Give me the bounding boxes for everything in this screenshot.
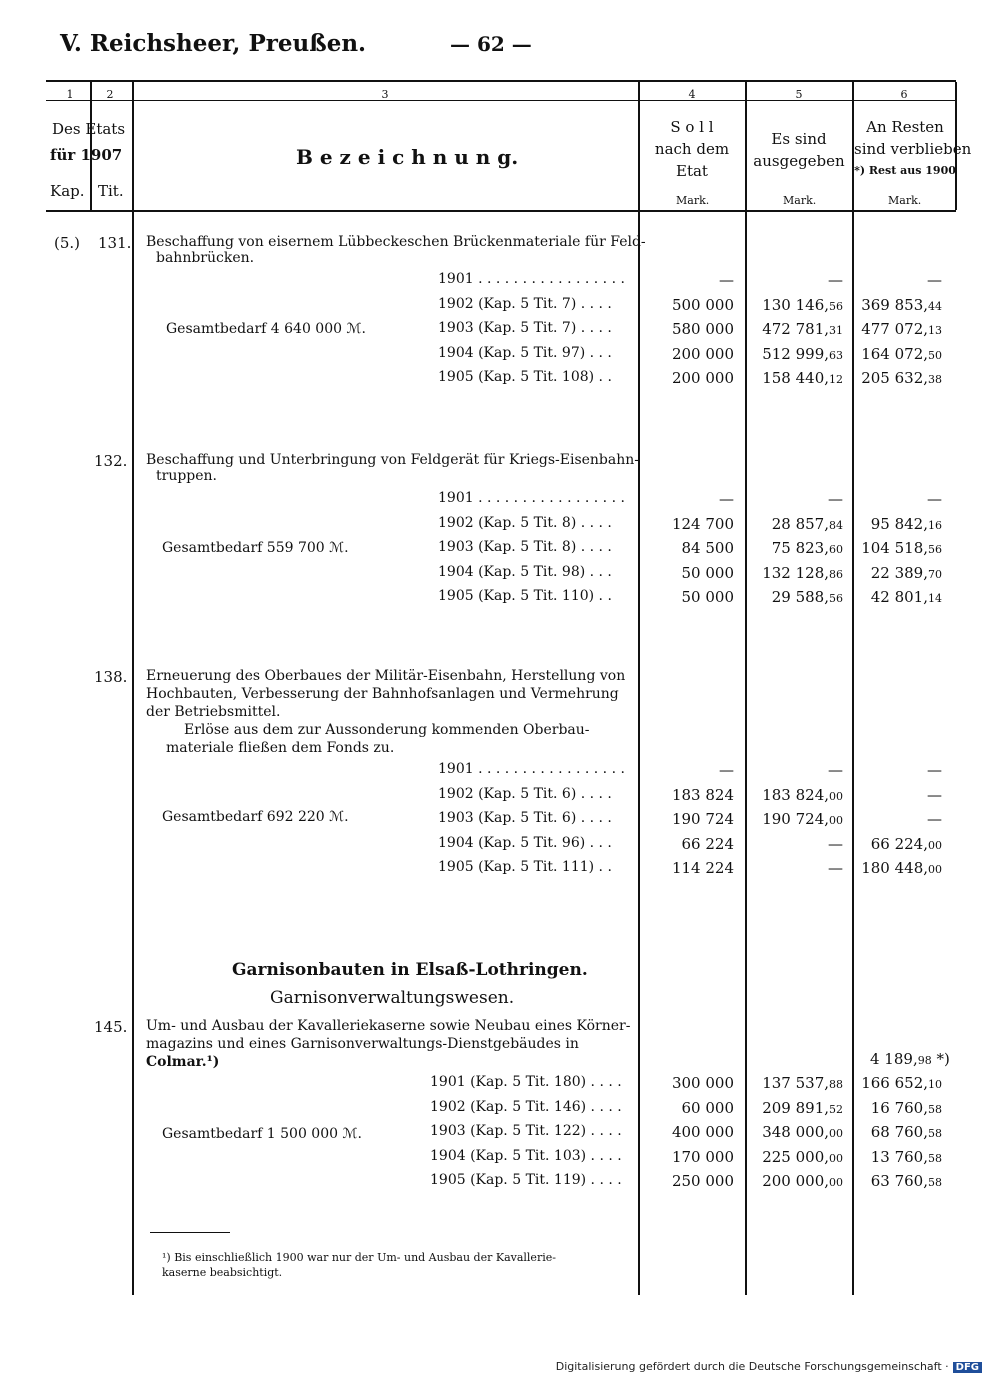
section-note: materiale fließen dem Fonds zu. — [166, 740, 395, 756]
column-divider-5 — [852, 82, 854, 1295]
row-year: 1903 (Kap. 5 Tit. 122) . . . . — [430, 1123, 622, 1139]
rest-value: 95 842,16 — [870, 514, 942, 533]
tit-number: 132. — [94, 452, 128, 470]
soll-value: 60 000 — [681, 1098, 734, 1117]
gesamtbedarf: Gesamtbedarf 4 640 000 ℳ. — [166, 321, 366, 337]
row-year: 1904 (Kap. 5 Tit. 103) . . . . — [430, 1147, 622, 1164]
rest-value: — — [927, 761, 942, 779]
ausgegeben-value: — — [828, 490, 843, 508]
rest-value: 22 389,70 — [870, 563, 942, 582]
row-year: 1905 (Kap. 5 Tit. 108) . . — [438, 369, 612, 385]
rest-value: 104 518,56 — [861, 539, 942, 557]
rest-value: 477 072,13 — [861, 320, 942, 338]
rest-value: 63 760,58 — [870, 1172, 942, 1190]
row-year: 1904 (Kap. 5 Tit. 98) . . . — [438, 563, 612, 580]
row-year: 1903 (Kap. 5 Tit. 7) . . . . — [438, 320, 612, 336]
column-number-3: 3 — [381, 88, 389, 101]
row-year: 1905 (Kap. 5 Tit. 111) . . — [438, 859, 612, 875]
section-heading: Garnisonbauten in Elsaß-Lothringen. — [232, 960, 588, 980]
row-year: 1905 (Kap. 5 Tit. 110) . . — [438, 588, 612, 604]
soll-value: 500 000 — [671, 295, 734, 314]
header-ausgegeben: Es sind ausgegeben — [753, 130, 845, 170]
row-year: 1901 . . . . . . . . . . . . . . . . . — [438, 490, 625, 506]
ausgegeben-value: 29 588,56 — [771, 588, 843, 606]
kap-number: (5.) — [54, 234, 81, 252]
section-description: Beschaffung von eisernem Lübbeckeschen Brückenmateriale für Feld- — [146, 234, 646, 250]
gesamtbedarf: Gesamtbedarf 1 500 000 ℳ. — [162, 1126, 362, 1142]
page-number: — 62 — — [450, 32, 532, 56]
rest-value: 369 853,44 — [861, 295, 942, 314]
section-description-place: Colmar.¹) — [146, 1054, 220, 1070]
mark-unit-6: Mark. — [888, 194, 922, 207]
rest-value: — — [927, 490, 942, 508]
ausgegeben-value: 190 724,00 — [762, 810, 843, 828]
soll-value: 580 000 — [671, 320, 734, 338]
section-description: der Betriebsmittel. — [146, 704, 281, 720]
soll-value: 200 000 — [671, 369, 734, 387]
ausgegeben-value: 158 440,12 — [762, 369, 843, 387]
soll-value: 250 000 — [671, 1172, 734, 1190]
rest-value: — — [927, 785, 942, 804]
soll-value: 50 000 — [681, 588, 734, 606]
header-kap: Kap. — [50, 182, 85, 200]
row-year: 1902 (Kap. 5 Tit. 6) . . . . — [438, 785, 612, 802]
table-top-rule — [46, 80, 956, 82]
digitization-credit: Digitalisierung gefördert durch die Deutsche Forschungsgemeinschaft · DFG — [556, 1360, 982, 1373]
soll-value: 200 000 — [671, 344, 734, 363]
header-year: für 1907 — [50, 146, 123, 164]
soll-value: 124 700 — [671, 514, 734, 533]
tit-number: 145. — [94, 1018, 128, 1036]
row-year: 1904 (Kap. 5 Tit. 96) . . . — [438, 834, 612, 851]
column-number-6: 6 — [900, 88, 908, 101]
section-description: Um- und Ausbau der Kavalleriekaserne sowie Neubau eines Körner- — [146, 1018, 631, 1034]
section-description: Beschaffung und Unterbringung von Feldgerät für Kriegs-Eisenbahn- — [146, 452, 640, 468]
rest-value: 164 072,50 — [861, 344, 942, 363]
header-soll: S o l l nach dem Etat — [654, 118, 730, 180]
column-divider-2 — [132, 82, 134, 1295]
header-etats: Des Etats — [52, 120, 126, 138]
column-divider-4 — [745, 82, 747, 1295]
section-description: truppen. — [156, 468, 218, 484]
ausgegeben-value: 512 999,63 — [762, 344, 843, 363]
ausgegeben-value: 183 824,00 — [762, 785, 843, 804]
section-description: bahnbrücken. — [156, 250, 255, 266]
soll-value: 400 000 — [671, 1123, 734, 1141]
column-number-1: 1 — [66, 88, 74, 101]
soll-value: — — [719, 271, 734, 289]
tit-number: 138. — [94, 668, 128, 686]
soll-value: — — [719, 490, 734, 508]
soll-value: 50 000 — [681, 563, 734, 582]
section-subheading: Garnisonverwaltungswesen. — [270, 988, 515, 1008]
tit-number: 131. — [98, 234, 132, 252]
section-description: Hochbauten, Verbesserung der Bahnhofsanlagen und Vermehrung — [146, 686, 619, 702]
ausgegeben-value: 472 781,31 — [762, 320, 843, 338]
rest-value: 180 448,00 — [861, 859, 942, 877]
soll-value: 190 724 — [671, 810, 734, 828]
rest-value: 13 760,58 — [870, 1147, 942, 1166]
rest-value: 16 760,58 — [870, 1098, 942, 1117]
soll-value: 300 000 — [671, 1074, 734, 1092]
row-year: 1902 (Kap. 5 Tit. 146) . . . . — [430, 1098, 622, 1115]
section-description: Erneuerung des Oberbaues der Militär-Eisenbahn, Herstellung von — [146, 668, 626, 684]
ausgegeben-value: — — [828, 859, 843, 877]
ausgegeben-value: 130 146,56 — [762, 295, 843, 314]
row-year: 1901 . . . . . . . . . . . . . . . . . — [438, 271, 625, 287]
row-year: 1901 (Kap. 5 Tit. 180) . . . . — [430, 1074, 622, 1090]
soll-value: 66 224 — [681, 834, 734, 853]
row-year: 1902 (Kap. 5 Tit. 7) . . . . — [438, 295, 612, 312]
ausgegeben-value: 348 000,00 — [762, 1123, 843, 1141]
ausgegeben-value: 28 857,84 — [771, 514, 843, 533]
rest-value: 166 652,10 — [861, 1074, 942, 1092]
header-tit: Tit. — [98, 182, 124, 200]
rest-value: 42 801,14 — [870, 588, 942, 606]
header-bezeichnung: B e z e i c h n u n g. — [296, 145, 519, 169]
rest-1900: 4 189,98 *) — [870, 1050, 950, 1068]
rest-value: 205 632,38 — [861, 369, 942, 387]
header-reste: An Resten sind verblieben *) Rest aus 1900 — [854, 118, 972, 177]
rest-value: 68 760,58 — [870, 1123, 942, 1141]
section-description: magazins und eines Garnisonverwaltungs-Dienstgebäudes in — [146, 1036, 579, 1052]
column-divider-3 — [638, 82, 640, 1295]
rest-value: 66 224,00 — [870, 834, 942, 853]
row-year: 1903 (Kap. 5 Tit. 6) . . . . — [438, 810, 612, 826]
mark-unit-4: Mark. — [676, 194, 710, 207]
gesamtbedarf: Gesamtbedarf 692 220 ℳ. — [162, 809, 349, 825]
dfg-logo: DFG — [953, 1362, 982, 1373]
footnote-rule — [150, 1232, 230, 1233]
ausgegeben-value: — — [828, 834, 843, 853]
row-year: 1902 (Kap. 5 Tit. 8) . . . . — [438, 514, 612, 531]
ausgegeben-value: 132 128,86 — [762, 563, 843, 582]
soll-value: 170 000 — [671, 1147, 734, 1166]
soll-value: — — [719, 761, 734, 779]
column-number-2: 2 — [106, 88, 114, 101]
mark-unit-5: Mark. — [783, 194, 817, 207]
ausgegeben-value: — — [828, 761, 843, 779]
section-note: Erlöse aus dem zur Aussonderung kommenden Oberbau- — [184, 722, 590, 738]
ausgegeben-value: 209 891,52 — [762, 1098, 843, 1117]
rest-value: — — [927, 810, 942, 828]
ausgegeben-value: — — [828, 271, 843, 289]
page-title: V. Reichsheer, Preußen. — [60, 30, 367, 57]
row-year: 1905 (Kap. 5 Tit. 119) . . . . — [430, 1172, 622, 1188]
footnote: ¹) Bis einschließlich 1900 war nur der Um- und Ausbau der Kavallerie- kaserne beabsichtigt. — [162, 1251, 556, 1279]
column-number-5: 5 — [795, 88, 803, 101]
ausgegeben-value: 225 000,00 — [762, 1147, 843, 1166]
rest-value: — — [927, 271, 942, 289]
soll-value: 183 824 — [671, 785, 734, 804]
soll-value: 84 500 — [681, 539, 734, 557]
ausgegeben-value: 200 000,00 — [762, 1172, 843, 1190]
column-number-rule — [46, 100, 956, 101]
gesamtbedarf: Gesamtbedarf 559 700 ℳ. — [162, 540, 349, 556]
ausgegeben-value: 75 823,60 — [771, 539, 843, 557]
row-year: 1903 (Kap. 5 Tit. 8) . . . . — [438, 539, 612, 555]
row-year: 1904 (Kap. 5 Tit. 97) . . . — [438, 344, 612, 361]
header-bottom-rule — [46, 210, 956, 212]
column-number-4: 4 — [688, 88, 696, 101]
row-year: 1901 . . . . . . . . . . . . . . . . . — [438, 761, 625, 777]
ausgegeben-value: 137 537,88 — [762, 1074, 843, 1092]
soll-value: 114 224 — [671, 859, 734, 877]
